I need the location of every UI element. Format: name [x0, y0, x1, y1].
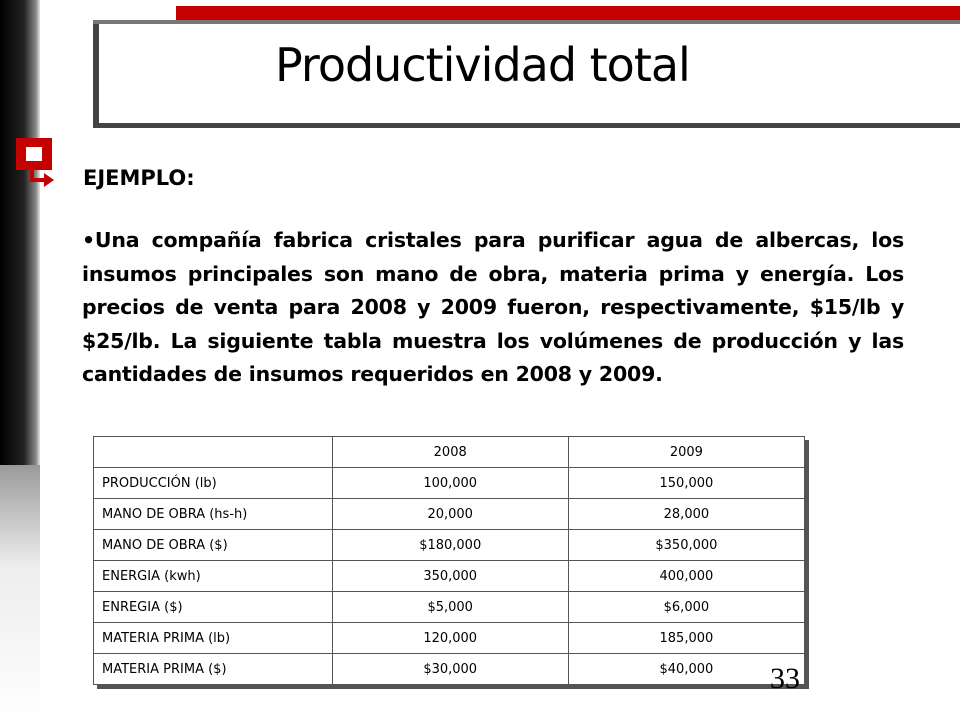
title-box-border	[93, 20, 960, 24]
data-table	[93, 436, 805, 685]
table-cell: ENREGIA ($)	[94, 592, 333, 623]
table-cell: $350,000	[568, 530, 804, 561]
table-row	[94, 561, 805, 592]
left-decorative-bar	[0, 0, 40, 465]
page-number: 33	[770, 662, 800, 695]
table-header-cell	[94, 437, 333, 468]
table-row	[94, 468, 805, 499]
table-row	[94, 499, 805, 530]
table-cell: 120,000	[332, 623, 568, 654]
table-cell: MATERIA PRIMA (lb)	[94, 623, 333, 654]
table-cell: 185,000	[568, 623, 804, 654]
table-cell: 150,000	[568, 468, 804, 499]
table-cell: $40,000	[568, 654, 804, 685]
example-heading: EJEMPLO:	[83, 166, 195, 190]
example-paragraph: •Una compañía fabrica cristales para purificar agua de albercas, los insumos principales son mano de obra, materia prima y energía. Los precios de venta para 2008 y 2009 fueron, respectivamente, $15/lb y $25/lb. La siguiente tabla muestra los volúmenes de producción y las cantidades de insumos requeridos en 2008 y 2009.	[82, 228, 904, 386]
left-decorative-fade	[0, 465, 40, 720]
table-cell: $6,000	[568, 592, 804, 623]
table-row	[94, 592, 805, 623]
top-red-line	[176, 6, 960, 20]
table-cell: 400,000	[568, 561, 804, 592]
table-row	[94, 530, 805, 561]
table-header-cell: 2009	[568, 437, 804, 468]
table-header-cell: 2008	[332, 437, 568, 468]
table-cell: PRODUCCIÓN (lb)	[94, 468, 333, 499]
bullet-arrow-icon	[30, 166, 56, 188]
table-cell: MANO DE OBRA (hs-h)	[94, 499, 333, 530]
table-cell: $5,000	[332, 592, 568, 623]
table-cell: $180,000	[332, 530, 568, 561]
table-cell: $30,000	[332, 654, 568, 685]
table-cell: ENERGIA (kwh)	[94, 561, 333, 592]
table-cell: 28,000	[568, 499, 804, 530]
table-cell: MANO DE OBRA ($)	[94, 530, 333, 561]
table-cell: 20,000	[332, 499, 568, 530]
table-cell: 100,000	[332, 468, 568, 499]
table-cell: MATERIA PRIMA ($)	[94, 654, 333, 685]
slide-title: Productividad total	[275, 38, 690, 92]
table-header-row	[94, 437, 805, 468]
table-row	[94, 623, 805, 654]
table-cell: 350,000	[332, 561, 568, 592]
table-row	[94, 654, 805, 685]
